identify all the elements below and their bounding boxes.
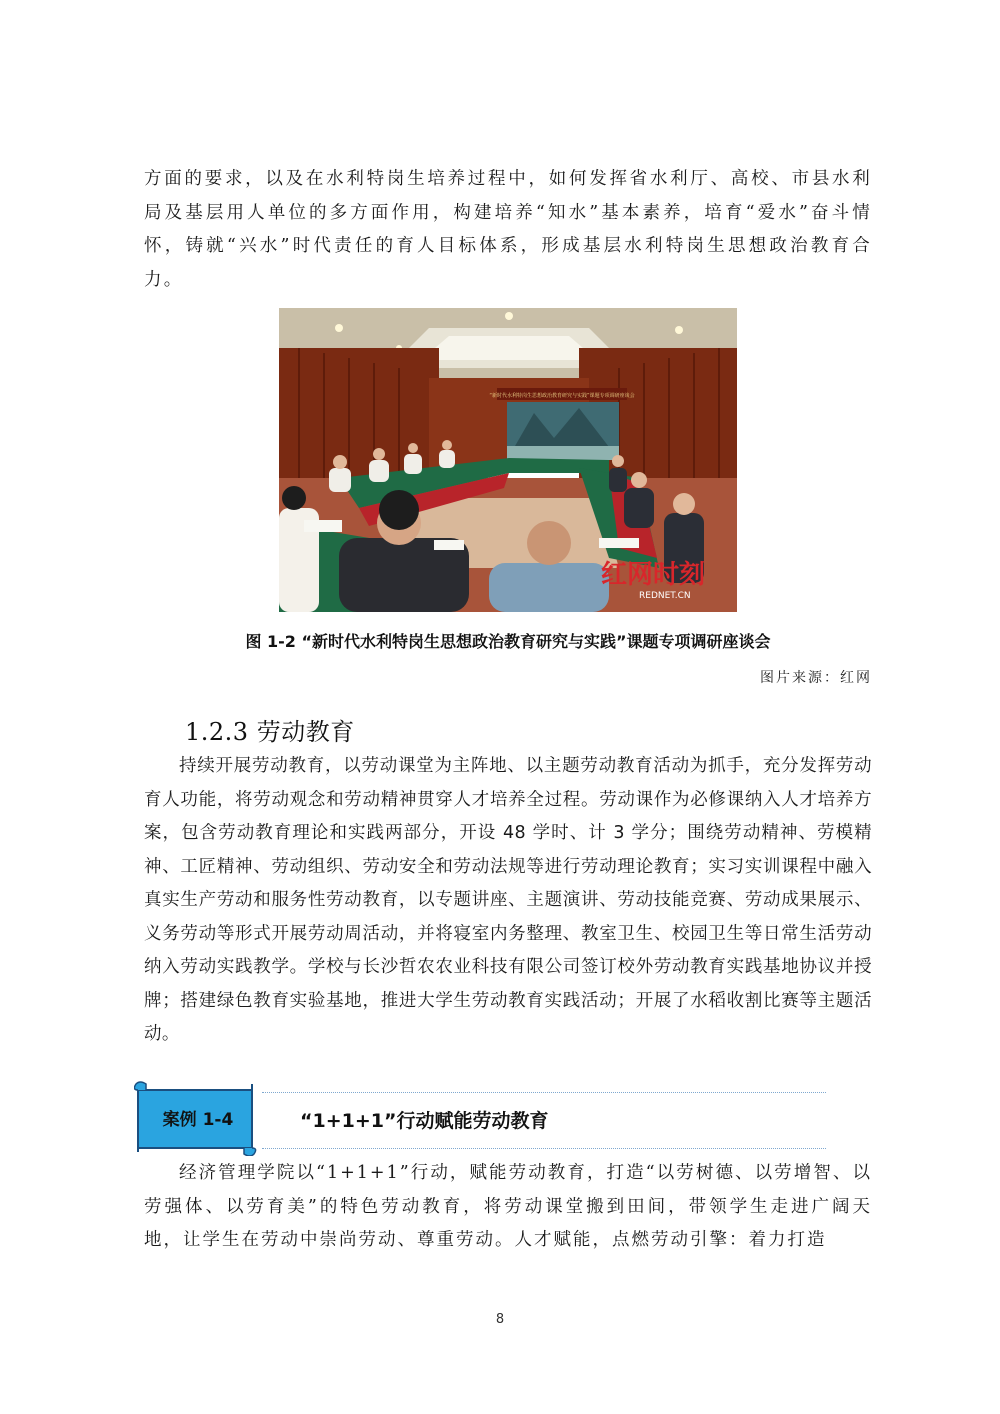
labor-education-paragraph: 持续开展劳动教育，以劳动课堂为主阵地、以主题劳动教育活动为抓手，充分发挥劳动育人功能，将劳动观念和劳动精神贯穿人才培养全过程。劳动课作为必修课纳入人才培养方案，包含劳动教育理论和实践两部分，开设 48 学时、计 3 学分；围绕劳动精神、劳模精神、工匠精神、劳动组织、劳动安全和劳动法规等进行劳动理论教育；实习实训课程中融入真实生产劳动和服务性劳动教育，以专题讲座、主题演讲、劳动技能竞赛、劳动成果展示、义务劳动等形式开展劳动周活动，并将寝室内务整理、教室卫生、校园卫生等日常生活劳动纳入劳动实践教学。学校与长沙哲农农业科技有限公司签订校外劳动教育实践基地协议并授牌；搭建绿色教育实验基地，推进大学生劳动教育实践活动；开展了水稻收割比赛等主题活动。	[144, 756, 872, 1044]
watermark-domain: REDNET.CN	[639, 591, 691, 601]
watermark-logo: 红网时刻	[601, 560, 706, 590]
meeting-photo-illustration	[279, 308, 737, 612]
case-paragraph: 经济管理学院以“1+1+1”行动，赋能劳动教育，打造“以劳树德、以劳增智、以劳强体、以劳育美”的特色劳动教育，将劳动课堂搬到田间，带领学生走进广阔天地，让学生在劳动中崇尚劳动、尊重劳动。人才赋能，点燃劳动引擎：着力打造	[144, 1163, 872, 1250]
case-label: 案例 1-4	[162, 1110, 234, 1130]
case-divider-bottom	[262, 1148, 826, 1149]
intro-paragraph: 方面的要求，以及在水利特岗生培养过程中，如何发挥省水利厅、高校、市县水利局及基层用人单位的多方面作用，构建培养“知水”基本素养，培育“爱水”奋斗情怀，铸就“兴水”时代责任的育人目标体系，形成基层水利特岗生思想政治教育合力。	[144, 169, 872, 290]
banner-text: “新时代水利特岗生思想政治教育研究与实践”课题专项调研座谈会	[489, 393, 635, 399]
case-divider-top	[262, 1092, 826, 1093]
page-number: 8	[495, 1312, 505, 1327]
figure-source: 图片来源：红网	[760, 670, 872, 686]
figure-caption: 图 1-2 “新时代水利特岗生思想政治教育研究与实践”课题专项调研座谈会	[245, 632, 771, 651]
meeting-photo	[279, 308, 737, 612]
section-heading: 1.2.3 劳动教育	[185, 718, 355, 746]
case-title: “1+1+1”行动赋能劳动教育	[300, 1110, 549, 1132]
